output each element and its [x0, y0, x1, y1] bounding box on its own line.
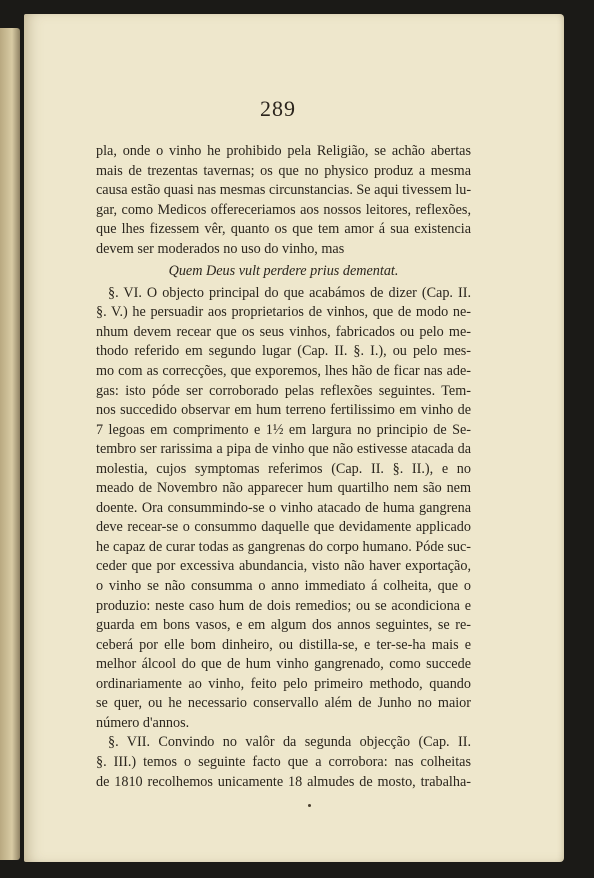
text-line: mais de trezentas tavernas; os que no physico produz a mesma [96, 162, 471, 179]
text-line: §. VII. Convindo no valôr da segunda objecção (Cap. II. [108, 734, 471, 751]
text-line: de 1810 recolhemos unicamente 18 almudes de mosto, trabalha- [96, 773, 471, 790]
page-number: 289 [260, 96, 296, 121]
text-line: nos succedido observar em hum terreno fertilissimo em vinho de [96, 402, 471, 419]
text-line: gar, como Medicos offereceriamos aos nossos leitores, reflexões, [96, 201, 471, 218]
text-line: ceberá por elle bom dinheiro, ou distilla-se, e ter-se-ha mais e [96, 636, 471, 653]
text-line: he capaz de curar todas as gangrenas do corpo humano. Póde suc- [96, 538, 471, 555]
text-line: ordinariamente ao vinho, feito pelo primeiro methodo, quando [96, 675, 471, 692]
text-line: se quer, ou he necessario conservallo além de Junho no maior [96, 695, 471, 712]
text-line: pla, onde o vinho he prohibido pela Religião, se achão abertas [96, 143, 471, 159]
text-line: devem ser moderados no uso do vinho, mas [96, 240, 345, 257]
text-line: gas: isto póde ser corroborado pelas reflexões seguintes. Tem- [96, 382, 471, 399]
text-line: §. III.) temos o seguinte facto que a corrobora: nas colheitas [96, 753, 471, 770]
epigraph-line: Quem Deus vult perdere prius dementat. [168, 263, 399, 280]
text-line: causa estão quasi nas mesmas circunstancias. Se aqui tivessem lu- [96, 182, 472, 199]
text-line: que lhes fizessem vêr, quanto os que tem amor á sua existencia [96, 221, 471, 238]
text-line: molestia, cujos symptomas referimos (Cap. II. §. II.), e no [96, 460, 471, 477]
book-page [24, 14, 564, 862]
text-line: nhum devem recear que os seus vinhos, fabricados ou pelo me- [96, 323, 471, 340]
text-line: melhor álcool do que de hum vinho gangrenado, como succede [96, 656, 471, 673]
text-line: mo com as correcções, que exporemos, lhes hão de ficar nas ade- [96, 363, 471, 380]
text-line: produzio: neste caso hum de dois remedios; ou se acondiciona e [96, 597, 471, 614]
text-line: doente. Ora consummindo-se o vinho atacado de huma gangrena [96, 499, 471, 516]
text-line: §. V.) he persuadir aos proprietarios de vinhos, que de modo ne- [96, 304, 471, 321]
facing-page-edge [0, 28, 20, 860]
text-line: o vinho se não consumma o anno immediato á colheita, que o [96, 578, 471, 595]
text-line: §. VI. O objecto principal do que acabámos de dizer (Cap. II. [108, 284, 471, 301]
text-line: 7 legoas em comprimento e 1½ em largura no principio de Se- [96, 421, 471, 438]
body-text [96, 142, 471, 792]
text-line: tembro ser rarissima a pipa de vinho que não estivesse atacada da [96, 441, 471, 458]
text-line: thodo referido em segundo lugar (Cap. II. §. I.), ou pelo mes- [96, 343, 471, 360]
text-line: meado de Novembro não apparecer hum quartilho nem são nem [96, 480, 471, 497]
paper-spot [308, 804, 311, 807]
text-line: ceder que por excessiva abundancia, visto não haver exportação, [96, 558, 471, 575]
text-line: deve recear-se o consummo daquelle que devidamente applicado [96, 519, 471, 536]
text-line: guarda em bons vasos, e em algum dos annos seguintes, se re- [96, 617, 471, 634]
text-line: número d'annos. [96, 714, 190, 731]
